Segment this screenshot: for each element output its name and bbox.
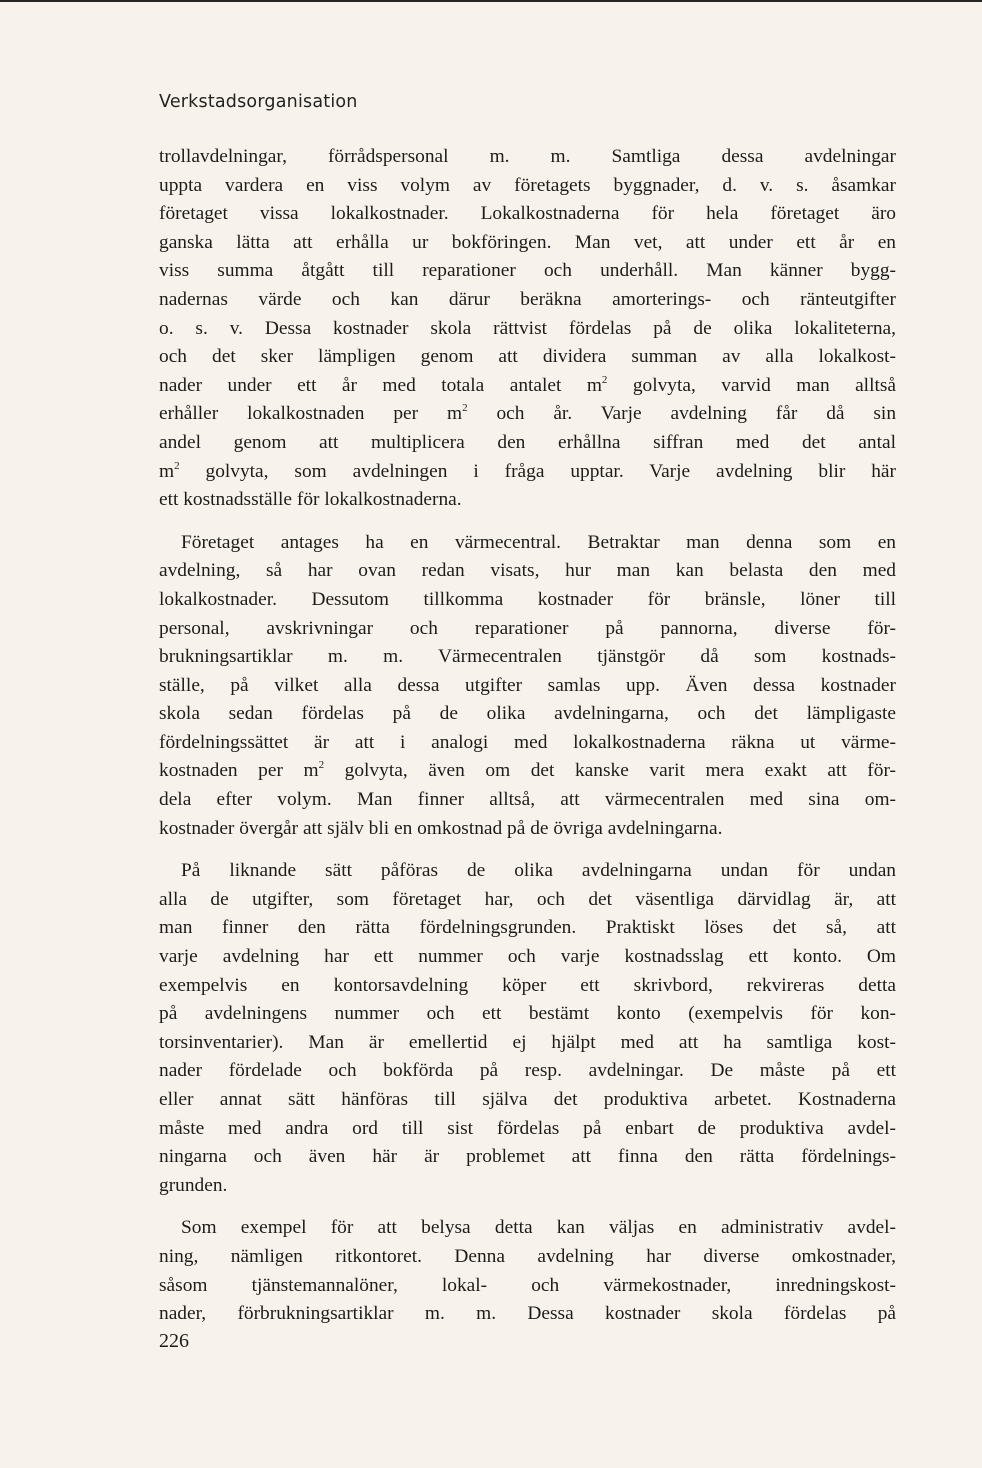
text-line: skola sedan fördelas på de olika avdelningarna, och det lämpligaste <box>159 703 896 725</box>
text-line: ning, nämligen ritkontoret. Denna avdelning har diverse omkostnader, <box>159 1245 896 1267</box>
text-line: nadernas värde och kan därur beräkna amorterings- och ränteutgifter <box>159 288 896 310</box>
paragraph <box>159 857 896 1200</box>
paragraph <box>159 1214 896 1328</box>
text-line: alla de utgifter, som företaget har, och det väsentliga därvidlag är, att <box>159 888 896 910</box>
body-text <box>159 143 896 1343</box>
text-line: viss summa åtgått till reparationer och underhåll. Man känner bygg- <box>159 260 896 282</box>
text-line: måste med andra ord till sist fördelas på enbart de produktiva avdel- <box>159 1117 896 1139</box>
text-line: dela efter volym. Man finner alltså, att värmecentralen med sina om- <box>159 789 896 811</box>
text-line: exempelvis en kontorsavdelning köper ett skrivbord, rekvireras detta <box>159 974 896 996</box>
text-line: fördelningssättet är att i analogi med lokalkostnaderna räkna ut värme- <box>159 731 896 753</box>
text-line: Företaget antages ha en värmecentral. Betraktar man denna som en <box>181 531 896 553</box>
text-line: trollavdelningar, förrådspersonal m. m. Samtliga dessa avdelningar <box>159 146 896 167</box>
text-line: man finner den rätta fördelningsgrunden. Praktiskt löses det så, att <box>159 917 896 939</box>
text-line: Som exempel för att belysa detta kan väljas en administrativ avdel- <box>181 1217 896 1239</box>
text-line: företaget vissa lokalkostnader. Lokalkostnaderna för hela företaget äro <box>159 203 896 225</box>
text-line: nader under ett år med totala antalet $m^2$ golvyta, varvid man alltså <box>159 373 896 396</box>
running-head: Verkstadsorganisation <box>159 92 358 112</box>
text-line: uppta vardera en viss volym av företagets byggnader, d. v. s. åsamkar <box>159 174 896 196</box>
top-border-rule <box>0 0 982 2</box>
text-line: eller annat sätt hänföras till själva det produktiva arbetet. Kostnaderna <box>159 1089 896 1110</box>
text-line: erhåller lokalkostnaden per $m^2$ och år. Varje avdelning får då sin <box>159 402 897 425</box>
text-line: ganska lätta att erhålla ur bokföringen. Man vet, att under ett år en <box>159 231 896 253</box>
text-line: personal, avskrivningar och reparationer på pannorna, diverse för- <box>159 617 896 639</box>
text-line: ningarna och även här är problemet att finna den rätta fördelnings- <box>159 1146 896 1168</box>
text-line: grunden. <box>159 1174 228 1196</box>
text-line: ställe, på vilket alla dessa utgifter samlas upp. Även dessa kostnader <box>159 674 896 696</box>
text-line: nader, förbrukningsartiklar m. m. Dessa kostnader skola fördelas på <box>159 1303 896 1325</box>
text-line: och det sker lämpligen genom att dividera summan av alla lokalkost- <box>159 346 896 368</box>
text-line: kostnaden per $m^2$ golvyta, även om det kanske varit mera exakt att för- <box>159 759 896 782</box>
text-line: avdelning, så har ovan redan visats, hur man kan belasta den med <box>159 560 896 582</box>
text-line: andel genom att multiplicera den erhållna siffran med det antal <box>159 431 896 453</box>
text-line: $m^2$ golvyta, som avdelningen i fråga upptar. Varje avdelning blir här <box>159 459 896 482</box>
text-line: på avdelningens nummer och ett bestämt konto (exempelvis för kon- <box>159 1003 896 1025</box>
page-number: 226 <box>159 1330 189 1352</box>
text-line: På liknande sätt påföras de olika avdelningarna undan för undan <box>181 860 896 882</box>
text-line: torsinventarier). Man är emellertid ej hjälpt med att ha samtliga kost- <box>159 1031 896 1053</box>
text-line: kostnader övergår att själv bli en omkostnad på de övriga avdelningarna. <box>159 817 723 839</box>
text-line: ett kostnadsställe för lokalkostnaderna. <box>159 489 462 511</box>
text-line: brukningsartiklar m. m. Värmecentralen tjänstgör då som kostnads- <box>159 646 896 668</box>
paragraph <box>159 529 896 844</box>
text-line: varje avdelning har ett nummer och varje kostnadsslag ett konto. Om <box>159 946 896 968</box>
text-line: såsom tjänstemannalöner, lokal- och värmekostnader, inredningskost- <box>159 1274 896 1296</box>
text-line: lokalkostnader. Dessutom tillkomma kostnader för bränsle, löner till <box>159 588 896 610</box>
paragraph <box>159 143 896 515</box>
text-line: nader fördelade och bokförda på resp. avdelningar. De måste på ett <box>159 1060 896 1082</box>
text-line: o. s. v. Dessa kostnader skola rättvist fördelas på de olika lokaliteterna, <box>159 317 896 339</box>
